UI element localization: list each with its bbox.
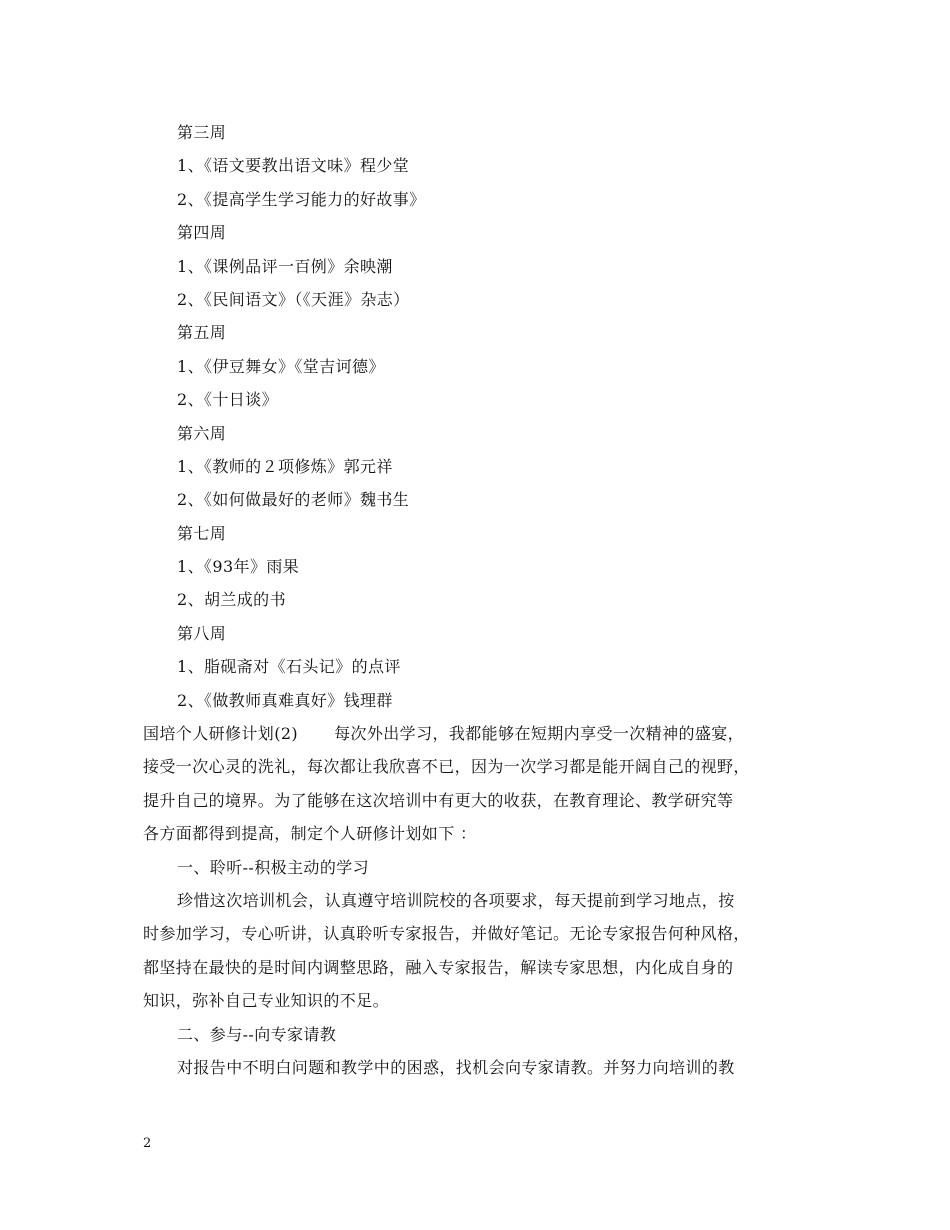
intro-line-2: 接受一次心灵的洗礼，每次都让我欣喜不已，因为一次学习都是能开阔自己的视野， — [143, 757, 750, 777]
section-2-line-1: 对报告中不明白问题和教学中的困惑，找机会向专家请教。并努力向培训的教 — [177, 1057, 735, 1077]
week-5-item-1: 1、《伊豆舞女》《堂吉诃德》 — [177, 356, 385, 376]
intro-line-3: 提升自己的境界。为了能够在这次培训中有更大的收获，在教育理论、教学研究等 — [143, 790, 734, 810]
article-title-line — [143, 717, 823, 750]
week-4-item-2: 2、《民间语文》（《天涯》杂志） — [177, 289, 410, 309]
week-5-item-2: 2、《十日谈》 — [177, 390, 278, 410]
week-6-heading: 第六周 — [177, 423, 227, 443]
week-8-item-1: 1、脂砚斋对《石头记》的点评 — [177, 657, 401, 677]
section-2-heading: 二、参与--向专家请教 — [177, 1024, 337, 1044]
week-3-item-1: 1、《语文要教出语文味》程少堂 — [177, 156, 410, 176]
week-7-heading: 第七周 — [177, 523, 227, 543]
week-4-item-1: 1、《课例品评一百例》余映潮 — [177, 256, 393, 276]
week-7-item-2: 2、胡兰成的书 — [177, 590, 286, 610]
page-number: 2 — [143, 1136, 152, 1151]
section-1-line-4: 知识，弥补自己专业知识的不足。 — [143, 991, 390, 1011]
week-7-item-1: 1、《93年》雨果 — [177, 557, 300, 577]
week-3-heading: 第三周 — [177, 123, 227, 142]
week-4-heading: 第四周 — [177, 223, 227, 243]
article-title: 国培个人研修计划(2) — [143, 724, 299, 744]
intro-line-1: 每次外出学习，我都能够在短期内享受一次精神的盛宴， — [334, 724, 745, 744]
week-5-heading: 第五周 — [177, 323, 227, 343]
section-1-line-1: 珍惜这次培训机会，认真遵守培训院校的各项要求，每天提前到学习地点，按 — [177, 890, 735, 910]
intro-line-4: 各方面都得到提高，制定个人研修计划如下 ： — [143, 824, 477, 844]
section-1-line-3: 都坚持在最快的是时间内调整思路，融入专家报告，解读专家思想，内化成自身的 — [143, 957, 734, 977]
week-8-item-2: 2、《做教师真难真好》钱理群 — [177, 690, 393, 710]
section-1-line-2: 时参加学习，专心听讲，认真聆听专家报告，并做好笔记。无论专家报告何种风格， — [143, 924, 750, 944]
document-body — [143, 116, 823, 1084]
week-6-item-2: 2、《如何做最好的老师》魏书生 — [177, 490, 410, 510]
week-8-heading: 第八周 — [177, 623, 227, 643]
week-6-item-1: 1、《教师的２项修炼》郭元祥 — [177, 456, 393, 476]
section-1-heading: 一、聆听--积极主动的学习 — [177, 857, 370, 877]
week-3-item-2: 2、《提高学生学习能力的好故事》 — [177, 189, 426, 209]
